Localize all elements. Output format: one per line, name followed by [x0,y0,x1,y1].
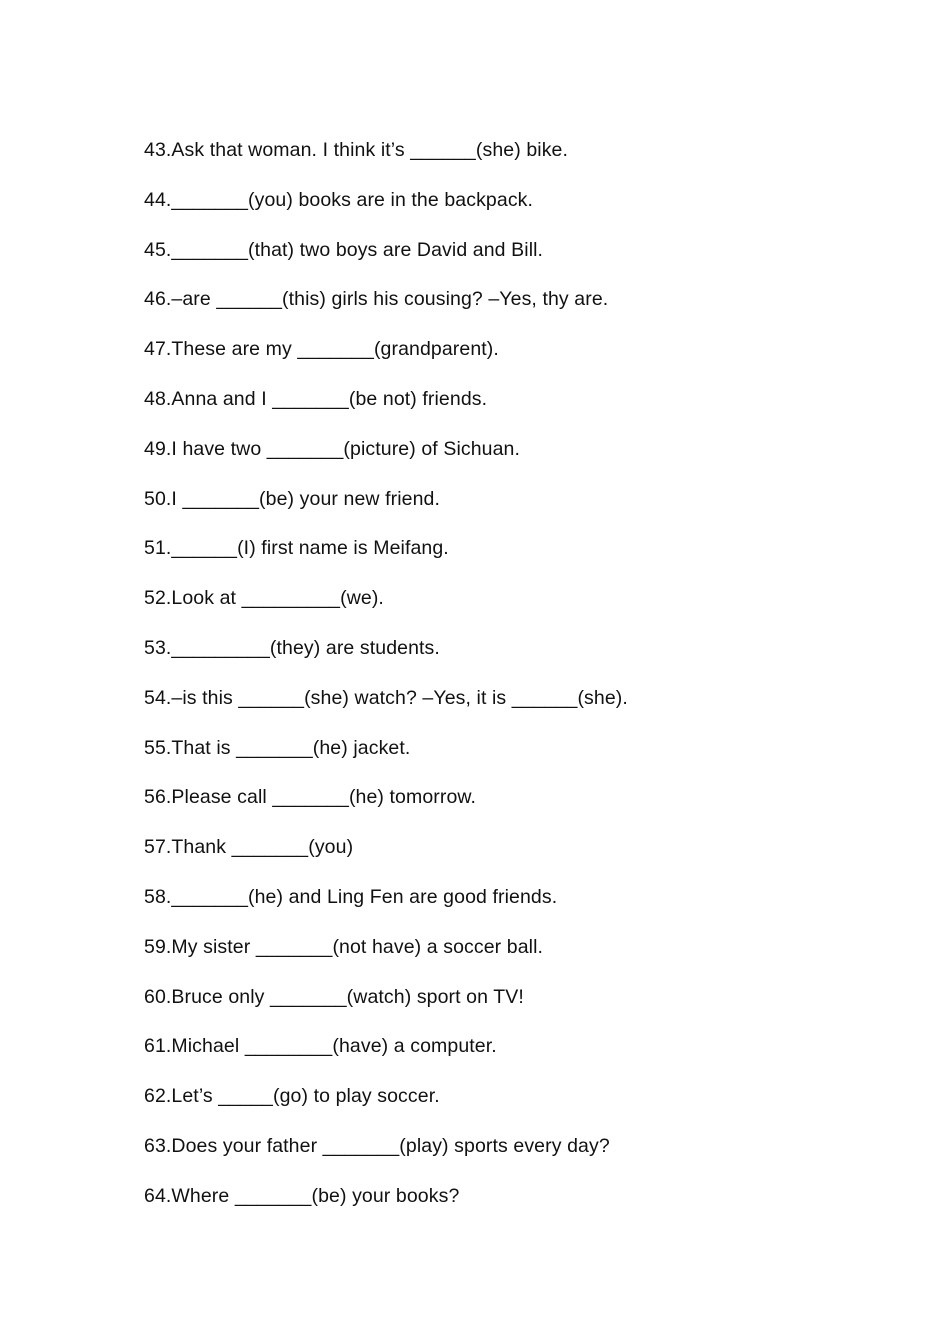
exercise-item: 62.Let’s _____(go) to play soccer. [144,1085,440,1108]
exercise-item: 52.Look at _________(we). [144,587,384,610]
exercise-item: 50.I _______(be) your new friend. [144,487,440,510]
exercise-item: 56.Please call _______(he) tomorrow. [144,786,477,809]
exercise-item: 46.–are ______(this) girls his cousing? –Yes, thy are. [144,288,609,311]
exercise-item: 55.That is _______(he) jacket. [144,736,411,759]
exercise-item: 61.Michael ________(have) a computer. [144,1035,497,1058]
exercise-item: 58._______(he) and Ling Fen are good friends. [144,885,558,908]
exercise-item: 53._________(they) are students. [144,636,440,659]
exercise-item: 60.Bruce only _______(watch) sport on TV! [144,985,524,1008]
exercise-item: 54.–is this ______(she) watch? –Yes, it is ______(she). [144,686,628,709]
exercise-item: 43.Ask that woman. I think it’s ______(she) bike. [144,139,569,161]
exercise-item: 48.Anna and I _______(be not) friends. [144,387,488,410]
exercise-item: 47.These are my _______(grandparent). [144,338,499,361]
exercise-item: 51.______(I) first name is Meifang. [144,537,449,560]
exercise-list [144,136,864,1232]
exercise-item: 44._______(you) books are in the backpack. [144,188,534,211]
exercise-item: 63.Does your father _______(play) sports every day? [144,1134,610,1157]
exercise-item: 59.My sister _______(not have) a soccer ball. [144,935,544,958]
exercise-item: 64.Where _______(be) your books? [144,1184,460,1207]
exercise-item: 57.Thank _______(you) [144,836,354,859]
exercise-item: 49.I have two _______(picture) of Sichuan. [144,437,521,460]
exercise-item: 45._______(that) two boys are David and Bill. [144,238,544,261]
